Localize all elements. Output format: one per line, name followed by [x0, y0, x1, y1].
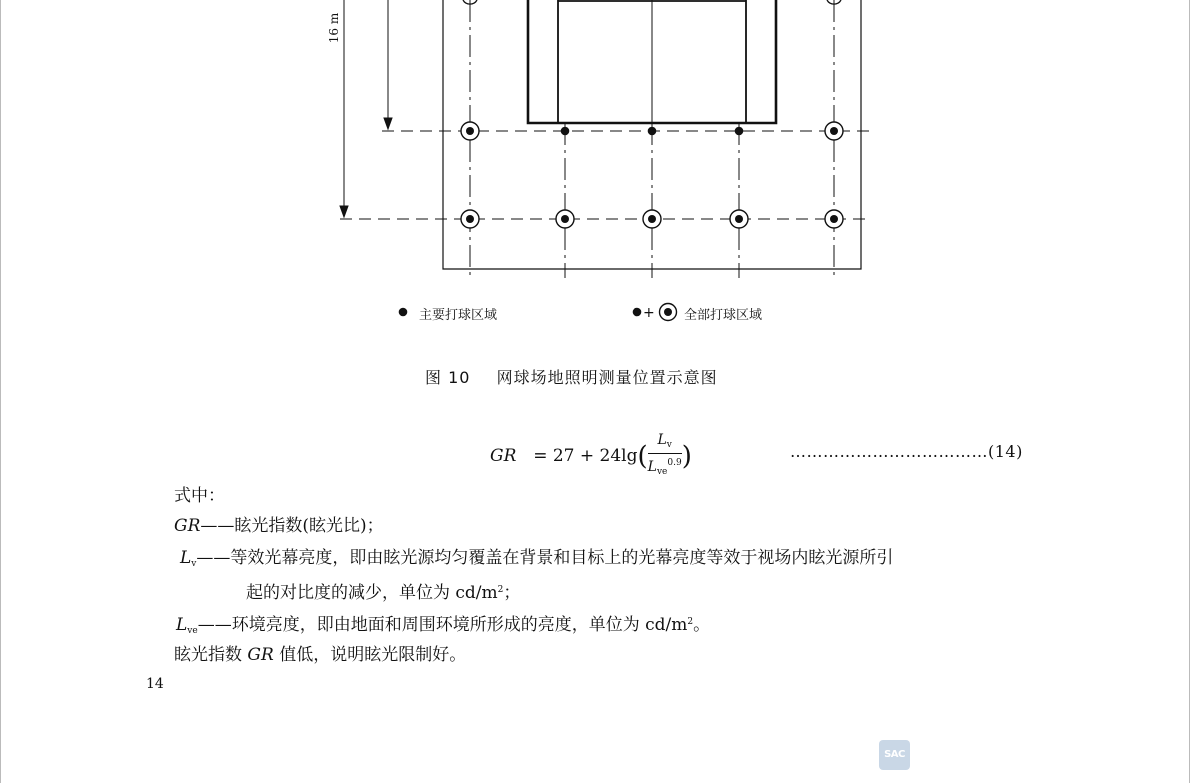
arrowhead-outer [340, 206, 348, 217]
formula-denominator: $L_{ve}^{0.9}$ [647, 458, 682, 477]
dimension-label: 16 m [327, 12, 341, 44]
figure-caption [425, 365, 718, 388]
formula-fraction [648, 432, 682, 481]
main-area-marker [648, 127, 657, 136]
grid-horizontal-lines [340, 131, 872, 219]
full-area-marker-dot [830, 215, 838, 223]
formula-paren-close: ) [681, 441, 692, 472]
formula-rhs-prefix: = 27 + 24lg [533, 446, 638, 466]
legend-ring-dot-icon [664, 308, 672, 316]
main-area-marker [561, 127, 570, 136]
figure-number: 图 10 [425, 368, 471, 387]
figure-title: 网球场地照明测量位置示意图 [496, 368, 718, 387]
formula-numerator: $L_v$ [648, 432, 682, 454]
definitions-intro: 式中： [174, 486, 225, 506]
definition-lv-continued: 起的对比度的减少，单位为 $cd/m^2$； [246, 583, 521, 603]
full-area-marker-dot [648, 215, 656, 223]
page-number: 14 [146, 676, 164, 692]
main-area-marker [735, 127, 744, 136]
full-area-marker-dot [561, 215, 569, 223]
tennis-court-diagram [0, 0, 1190, 340]
glare-conclusion: 眩光指数 GR 值低，说明眩光限制好。 [174, 645, 467, 665]
formula-lhs: GR [490, 446, 517, 466]
full-area-marker-dot [466, 127, 474, 135]
formula-paren-open: ( [637, 441, 648, 472]
legend-main-dot-icon [399, 308, 408, 317]
definition-gr: GR——眩光指数(眩光比)； [174, 516, 384, 536]
full-area-marker-dot [735, 215, 743, 223]
sac-logo: SAC [879, 740, 910, 770]
definition-lve: $L_{ve}——$环境亮度，即由地面和周围环境所形成的亮度，单位为 $cd/m^2$。 [176, 615, 711, 636]
definition-lv: $L_v——$等效光幕亮度，即由眩光源均匀覆盖在背景和目标上的光幕亮度等效于视场内眩光源所引 [180, 548, 894, 569]
dimension-arrows [340, 0, 392, 217]
glare-formula [490, 432, 692, 481]
equation-number: ………………………………(14) [790, 442, 1023, 461]
legend-plus-sign: + [643, 305, 655, 321]
legend-full-area-label: 全部打球区域 [684, 308, 763, 323]
legend-main-area-label: 主要打球区域 [419, 308, 498, 323]
full-area-marker-dot [830, 127, 838, 135]
arrowhead-inner [384, 118, 392, 129]
legend-full-dot-icon [633, 308, 642, 317]
full-area-marker-dot [466, 215, 474, 223]
